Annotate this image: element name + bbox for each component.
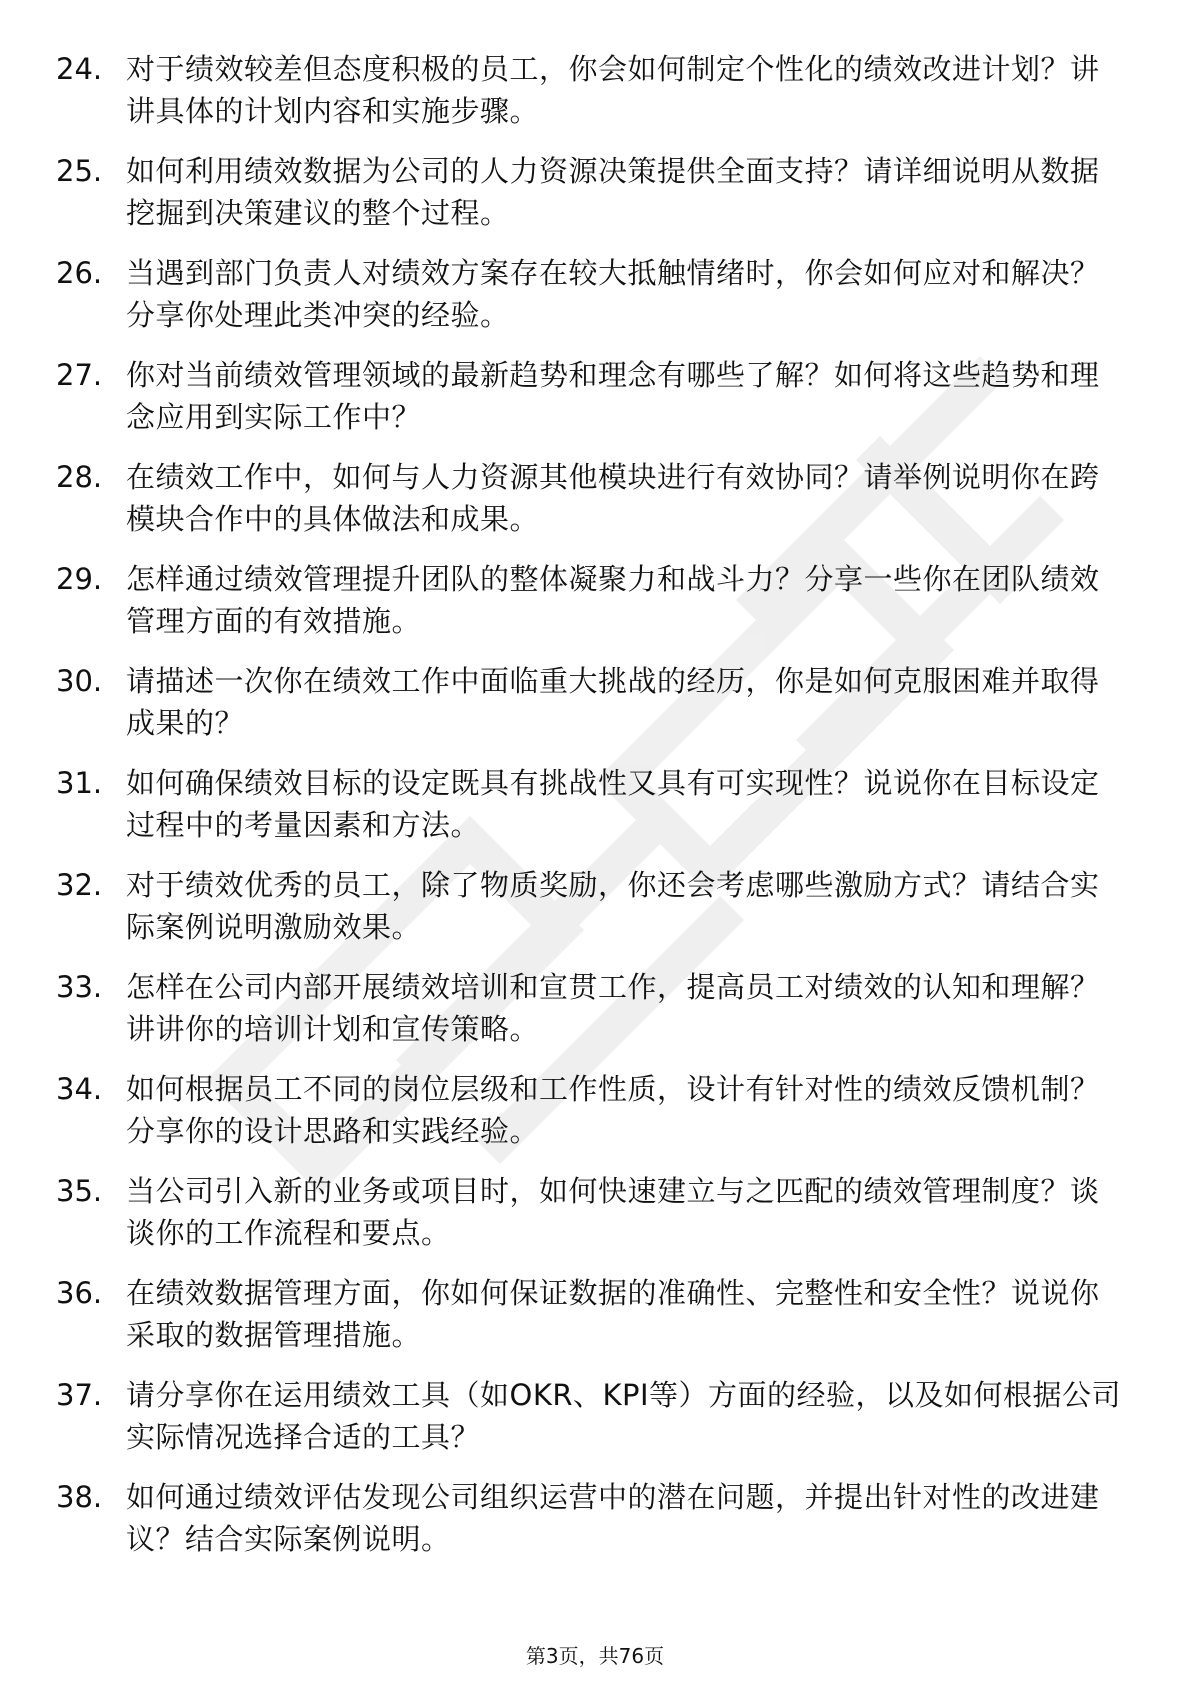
question-number: 37.: [56, 1378, 103, 1412]
question-number: 36.: [56, 1276, 103, 1310]
question-text: 如何通过绩效评估发现公司组织运营中的潜在问题，并提出针对性的改进建议？结合实际案例说明。: [126, 1480, 1100, 1556]
question-text: 怎样在公司内部开展绩效培训和宣贯工作，提高员工对绩效的认知和理解？讲讲你的培训计划和宣传策略。: [126, 970, 1100, 1046]
list-item: [0, 1374, 1190, 1476]
question-text: 请分享你在运用绩效工具（如OKR、KPI等）方面的经验，以及如何根据公司实际情况选择合适的工具？: [126, 1378, 1122, 1454]
question-text: 在绩效数据管理方面，你如何保证数据的准确性、完整性和安全性？说说你采取的数据管理措施。: [126, 1276, 1100, 1352]
question-number: 35.: [56, 1174, 103, 1208]
list-item: [0, 660, 1190, 762]
question-number: 26.: [56, 256, 103, 290]
question-number: 31.: [56, 766, 103, 800]
question-number: 27.: [56, 358, 103, 392]
question-number: 24.: [56, 52, 103, 86]
question-number: 33.: [56, 970, 103, 1004]
question-text: 如何确保绩效目标的设定既具有挑战性又具有可实现性？说说你在目标设定过程中的考量因素和方法。: [126, 766, 1100, 842]
list-item: [0, 354, 1190, 456]
question-text: 对于绩效优秀的员工，除了物质奖励，你还会考虑哪些激励方式？请结合实际案例说明激励效果。: [126, 868, 1100, 944]
list-item: [0, 150, 1190, 252]
list-item: [0, 966, 1190, 1068]
question-number: 32.: [56, 868, 103, 902]
question-text: 怎样通过绩效管理提升团队的整体凝聚力和战斗力？分享一些你在团队绩效管理方面的有效措施。: [126, 562, 1100, 638]
list-item: [0, 1476, 1190, 1578]
question-number: 30.: [56, 664, 103, 698]
question-text: 请描述一次你在绩效工作中面临重大挑战的经历，你是如何克服困难并取得成果的？: [126, 664, 1100, 740]
question-text: 在绩效工作中，如何与人力资源其他模块进行有效协同？请举例说明你在跨模块合作中的具体做法和成果。: [126, 460, 1100, 536]
question-list: [0, 48, 1190, 1578]
list-item: [0, 252, 1190, 354]
list-item: [0, 48, 1190, 150]
list-item: [0, 456, 1190, 558]
question-text: 如何根据员工不同的岗位层级和工作性质，设计有针对性的绩效反馈机制？分享你的设计思路和实践经验。: [126, 1072, 1100, 1148]
page-number-footer: 第3页，共76页: [525, 1644, 665, 1668]
list-item: [0, 1068, 1190, 1170]
question-text: 当遇到部门负责人对绩效方案存在较大抵触情绪时，你会如何应对和解决？分享你处理此类冲突的经验。: [126, 256, 1100, 332]
question-number: 34.: [56, 1072, 103, 1106]
list-item: [0, 558, 1190, 660]
question-text: 你对当前绩效管理领域的最新趋势和理念有哪些了解？如何将这些趋势和理念应用到实际工作中？: [126, 358, 1100, 434]
question-number: 38.: [56, 1480, 103, 1514]
list-item: [0, 1170, 1190, 1272]
question-number: 25.: [56, 154, 103, 188]
list-item: [0, 1272, 1190, 1374]
list-item: [0, 864, 1190, 966]
question-text: 如何利用绩效数据为公司的人力资源决策提供全面支持？请详细说明从数据挖掘到决策建议的整个过程。: [126, 154, 1100, 230]
question-text: 对于绩效较差但态度积极的员工，你会如何制定个性化的绩效改进计划？讲讲具体的计划内容和实施步骤。: [126, 52, 1100, 128]
question-number: 29.: [56, 562, 103, 596]
question-number: 28.: [56, 460, 103, 494]
list-item: [0, 762, 1190, 864]
question-text: 当公司引入新的业务或项目时，如何快速建立与之匹配的绩效管理制度？谈谈你的工作流程和要点。: [126, 1174, 1100, 1250]
